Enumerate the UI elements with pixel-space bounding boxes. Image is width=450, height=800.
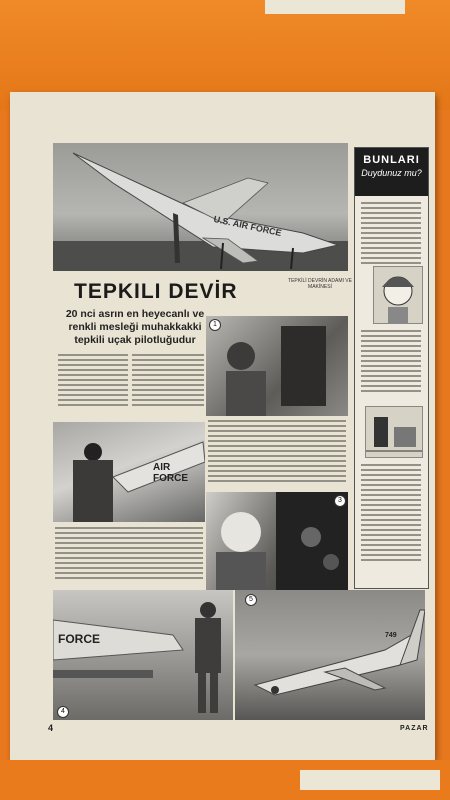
subheadline: 20 nci asrın en heyecanlı ve renkli mesleği muhakkakki tepkili uçak pilotluğudur [65, 308, 205, 346]
sidebar-header [355, 148, 428, 196]
jet-marking-4: FORCE [58, 632, 100, 646]
photo-jet-takeoff [235, 590, 425, 720]
photo4-caption-text [55, 527, 203, 582]
sidebar-text-1 [361, 202, 421, 267]
jet-marking: U.S. AIR FORCE [212, 213, 283, 239]
publication-name: PAZAR [400, 725, 429, 732]
sidebar-illustration-woman [373, 266, 423, 324]
photo-number-1: 1 [209, 319, 221, 331]
jet-marking-5: 749 [385, 632, 397, 639]
photo-number-5: 5 [245, 594, 257, 606]
page-number: 4 [48, 723, 54, 733]
sidebar-subtitle: Duydunuz mu? [361, 168, 422, 178]
sidebar-column [354, 147, 429, 589]
article-text-column-1 [58, 354, 128, 409]
sidebar-title: BUNLARI [363, 154, 420, 166]
photo1-caption-text [208, 420, 346, 485]
photo-pilot-with-jet [53, 422, 205, 522]
photo-pilot-suiting-up [206, 316, 348, 416]
sidebar-text-3 [361, 464, 421, 564]
article-text-column-2 [132, 354, 204, 409]
paper-scrap [265, 0, 405, 14]
sidebar-illustration-house [365, 406, 423, 458]
photo-number-4: 4 [57, 706, 69, 718]
photo-pilot-saluting [53, 590, 233, 720]
photo-number-3: 3 [334, 495, 346, 507]
jet-marking-2: AIR FORCE [153, 462, 188, 484]
top-photo-caption: TEPKİLİ DEVRİN ADAMI VE MAKİNESİ [288, 278, 352, 290]
top-jet-photo [53, 143, 348, 271]
newspaper-page [10, 92, 435, 760]
jet-silhouette [53, 143, 348, 271]
paper-scrap-bottom [300, 770, 440, 790]
sidebar-text-2 [361, 330, 421, 395]
photo-cockpit [206, 492, 348, 590]
page-title: TEPKILI DEVİR [74, 280, 238, 303]
